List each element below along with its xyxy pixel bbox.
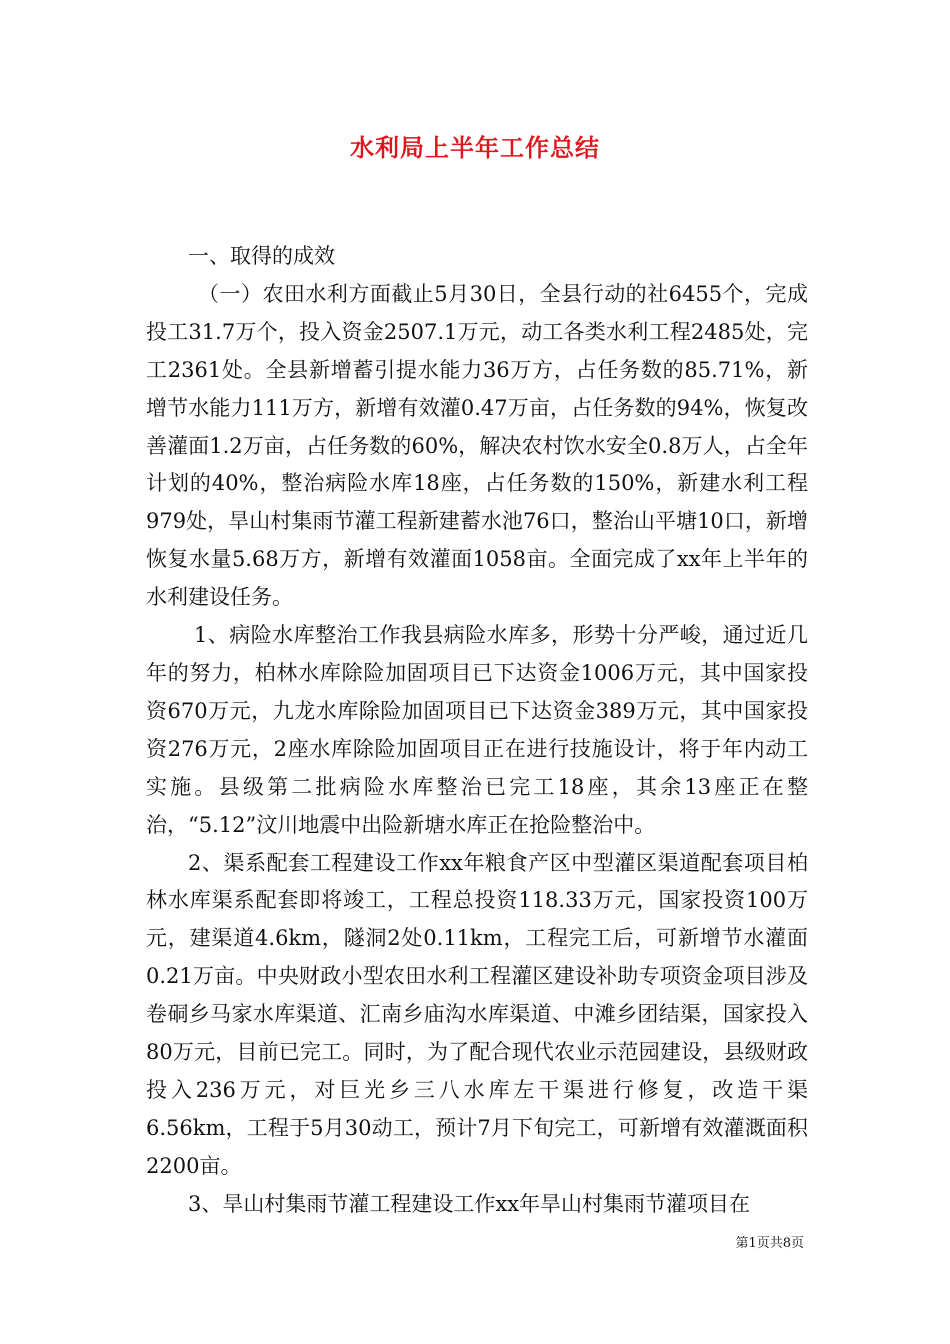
document-body <box>146 238 808 1224</box>
paragraph-farmland-water: （一）农田水利方面截止5月30日，全县行动的社6455个，完成投工31.7万个，投入资金2507.1万元，动工各类水利工程2485处，完工2361处。全县新增蓄引提水能力36万方，占任务数的85.71%，新增节水能力111万方，新增有效灌0.47万亩，占任务数的94%，恢复改善灌面1.2万亩，占任务数的60%，解决农村饮水安全0.8万人，占全年计划的40%，整治病险水库18座，占任务数的150%，新建水利工程979处，旱山村集雨节灌工程新建蓄水池76口，整治山平塘10口，新增恢复水量5.68万方，新增有效灌面1058亩。全面完成了xx年上半年的水利建设任务。 <box>146 281 808 610</box>
paragraph-rain-collection: 3、旱山村集雨节灌工程建设工作xx年旱山村集雨节灌项目在 <box>188 1191 751 1216</box>
document-title: 水利局上半年工作总结 <box>350 133 600 162</box>
paragraph-canal-construction: 2、渠系配套工程建设工作xx年粮食产区中型灌区渠道配套项目柏林水库渠系配套即将竣工，工程总投资118.33万元，国家投资100万元，建渠道4.6km，隧洞2处0.11km，工程完工后，可新增节水灌面0.21万亩。中央财政小型农田水利工程灌区建设补助专项资金项目涉及卷硐乡马家水库渠道、汇南乡庙沟水库渠道、中滩乡团结渠，国家投入80万元，目前已完工。同时，为了配合现代农业示范园建设，县级财政投入236万元，对巨光乡三八水库左干渠进行修复，改造干渠6.56km，工程于5月30动工，预计7月下旬完工，可新增有效灌溉面积2200亩。 <box>146 850 808 1178</box>
paragraph-reservoir-repair: 1、病险水库整治工作我县病险水库多，形势十分严峻，通过近几年的努力，柏林水库除险加固项目已下达资金1006万元，其中国家投资670万元，九龙水库除险加固项目已下达资金389万元，其中国家投资276万元，2座水库除险加固项目正在进行技施设计，将于年内动工实施。县级第二批病险水库整治已完工18座，其余13座正在整治，“5.12”汶川地震中出险新塘水库正在抢险整治中。 <box>146 623 808 837</box>
section-heading: 一、取得的成效 <box>188 244 335 268</box>
page-number: 第1页共8页 <box>735 1236 804 1251</box>
